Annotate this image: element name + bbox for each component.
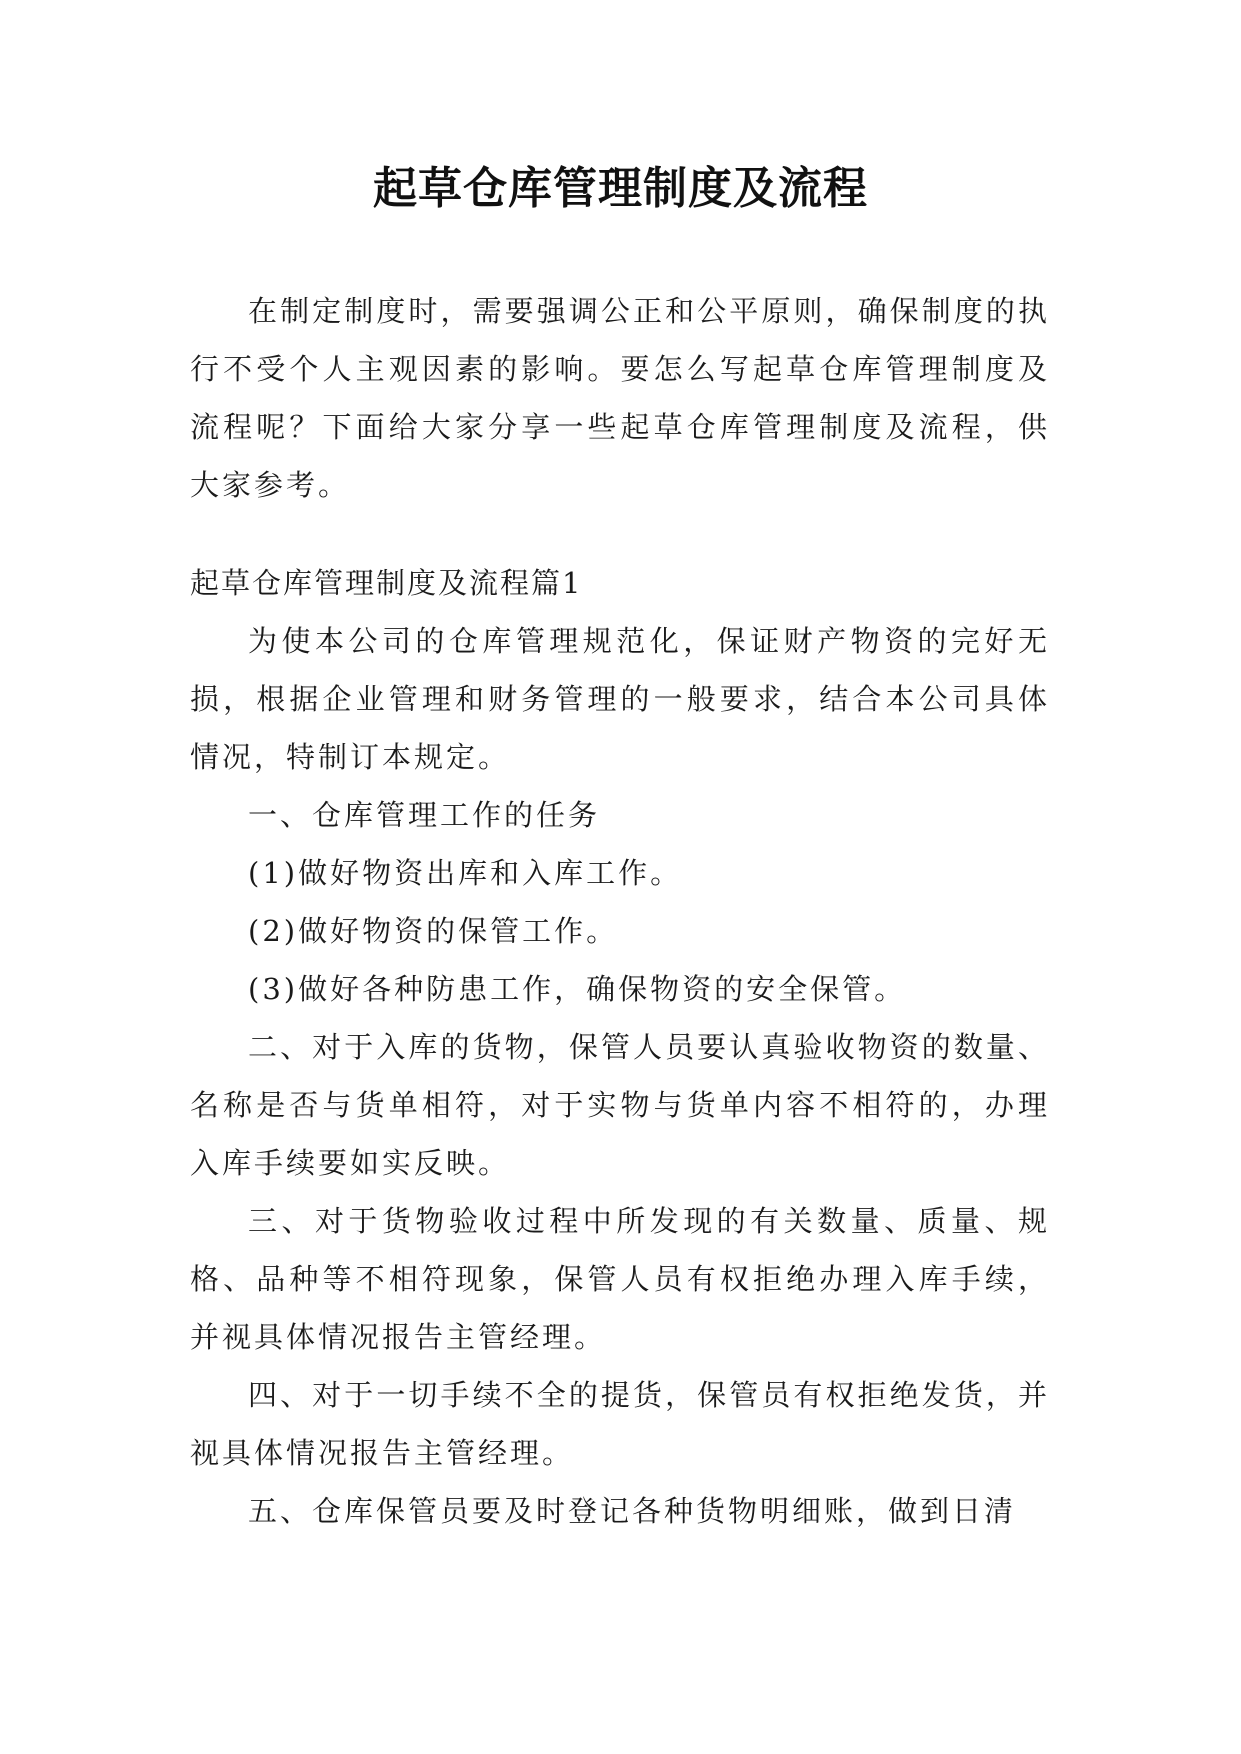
body-paragraph: 为使本公司的仓库管理规范化，保证财产物资的完好无损，根据企业管理和财务管理的一般要求，结合本公司具体情况，特制订本规定。 bbox=[190, 624, 1050, 774]
body-paragraph: (1)做好物资出库和入库工作。 bbox=[248, 856, 683, 890]
body-paragraph: (3)做好各种防患工作，确保物资的安全保管。 bbox=[248, 972, 907, 1006]
spacer bbox=[190, 514, 1050, 554]
intro-paragraph: 在制定制度时，需要强调公正和公平原则，确保制度的执行不受个人主观因素的影响。要怎么写起草仓库管理制度及流程呢？下面给大家分享一些起草仓库管理制度及流程，供大家参考。 bbox=[190, 294, 1050, 502]
body-paragraph: 二、对于入库的货物，保管人员要认真验收物资的数量、名称是否与货单相符，对于实物与货单内容不相符的，办理入库手续要如实反映。 bbox=[190, 1030, 1050, 1180]
body-paragraph: 三、对于货物验收过程中所发现的有关数量、质量、规格、品种等不相符现象，保管人员有权拒绝办理入库手续，并视具体情况报告主管经理。 bbox=[190, 1204, 1050, 1354]
body-paragraph: 四、对于一切手续不全的提货，保管员有权拒绝发货，并视具体情况报告主管经理。 bbox=[190, 1378, 1050, 1470]
body-paragraph: 一、仓库管理工作的任务 bbox=[248, 798, 601, 832]
body-paragraph: 五、仓库保管员要及时登记各种货物明细账，做到日清 bbox=[248, 1494, 1017, 1528]
section-heading: 起草仓库管理制度及流程篇1 bbox=[190, 566, 583, 600]
document-body bbox=[190, 282, 1050, 1540]
body-paragraph: (2)做好物资的保管工作。 bbox=[248, 914, 619, 948]
document-title: 起草仓库管理制度及流程 bbox=[373, 163, 868, 214]
